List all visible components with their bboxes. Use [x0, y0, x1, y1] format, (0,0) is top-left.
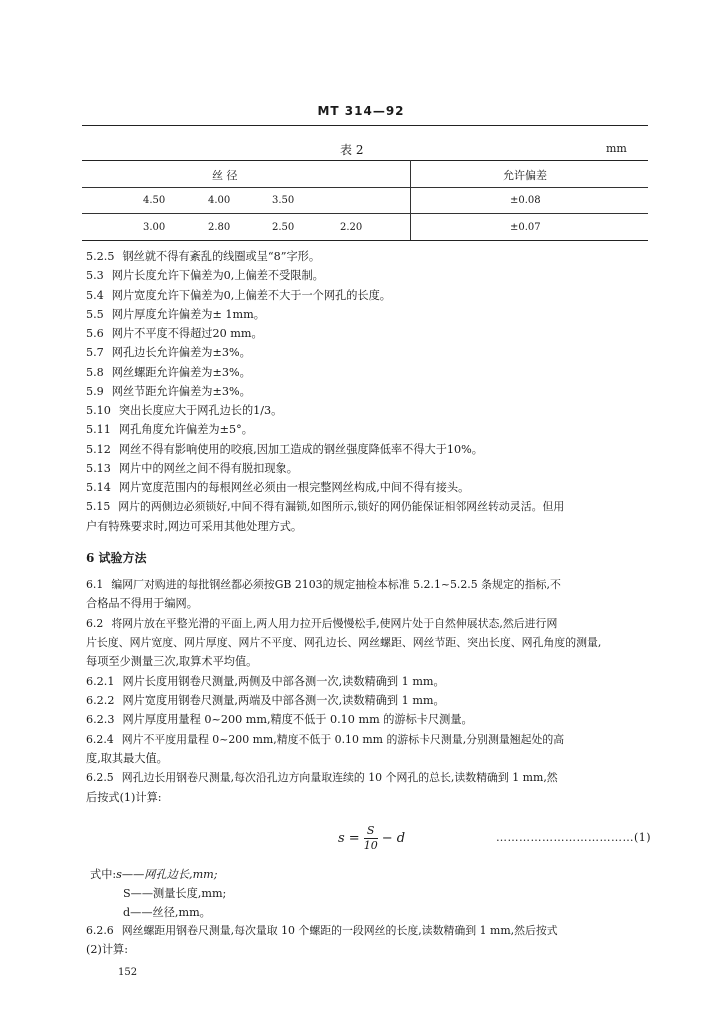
clause-number: 6.2 [86, 617, 104, 630]
clause-number: 6.2.4 [86, 733, 114, 746]
clause-number: 5.5 [86, 308, 104, 321]
clause-number: 6.2.5 [86, 771, 114, 784]
clause-line [86, 308, 265, 322]
clause-line [86, 423, 253, 437]
table-cell: ±0.08 [510, 195, 541, 206]
formula-fraction [364, 825, 378, 852]
standard-id-header: MT 314—92 [317, 104, 405, 118]
clause-text: 网片宽度用钢卷尺测量,两端及中部各测一次,读数精确到 1 mm。 [122, 694, 445, 707]
clause-line [86, 269, 324, 283]
clause-continuation: 度,取其最大值。 [86, 752, 168, 765]
table-caption: 表 2 [340, 143, 364, 157]
clause-number: 5.11 [86, 423, 111, 436]
clause-text: 网孔角度允许偏差为±5°。 [118, 423, 253, 436]
where-S-definition: S——测量长度,mm; [123, 887, 227, 900]
table-cell: 3.00 [143, 222, 166, 233]
clause-text: 网片长度允许下偏差为0,上偏差不受限制。 [111, 269, 324, 282]
clause-text: 网丝节距允许偏差为±3%。 [111, 385, 251, 398]
clause-text: 网孔边长允许偏差为±3%。 [111, 346, 251, 359]
table-cell: 3.50 [272, 195, 295, 206]
clause-number: 6.2.3 [86, 713, 115, 726]
clause-text: 钢丝就不得有紊乱的线圈或呈“8”字形。 [122, 250, 321, 263]
clause-line [86, 578, 561, 592]
where-d-definition: d——丝径,mm。 [123, 906, 211, 919]
formula-lhs: s = [338, 831, 360, 846]
clause-continuation: 户有特殊要求时,网边可采用其他处理方式。 [86, 520, 303, 533]
clause-text: 网片的两侧边必须锁好,中间不得有漏锁,如图所示,锁好的网仍能保证相邻网丝转动灵活。但用 [118, 500, 565, 513]
clause-line [86, 346, 251, 360]
clause-number: 5.4 [86, 289, 104, 302]
clause-line [86, 289, 391, 303]
clause-number: 5.9 [86, 385, 104, 398]
table-column-divider [410, 160, 411, 240]
clause-line [86, 366, 251, 380]
clause-line [86, 327, 263, 341]
where-line [90, 866, 218, 882]
where-prefix: 式中: [90, 868, 117, 881]
section-title: 6 试验方法 [86, 551, 147, 565]
table-cell: 2.80 [208, 222, 231, 233]
clause-number: 5.8 [86, 366, 104, 379]
where-s-definition: s——网孔边长,mm; [116, 868, 218, 881]
clause-number: 5.15 [86, 500, 111, 513]
clause-text: 网片厚度用量程 0~200 mm,精度不低于 0.10 mm 的游标卡尺测量。 [122, 713, 473, 726]
clause-text: 将网片放在平整光滑的平面上,两人用力拉开后慢慢松手,使网片处于自然伸展状态,然后进行网 [111, 617, 558, 630]
clause-number: 6.2.2 [86, 694, 115, 707]
page-number: 152 [118, 967, 138, 978]
clause-text: 网丝不得有影响使用的咬痕,因加工造成的钢丝强度降低率不得大于10%。 [118, 443, 483, 456]
clause-continuation: 片长度、网片宽度、网片厚度、网片不平度、网孔边长、网丝螺距、网丝节距、突出长度、网孔角度的测量, [86, 636, 602, 649]
clause-text: 网片不平度用量程 0~200 mm,精度不低于 0.10 mm 的游标卡尺测量,分别测量翘起处的高 [121, 733, 565, 746]
clause-text: 网片厚度允许偏差为± 1mm。 [111, 308, 265, 321]
clause-text: 网孔边长用钢卷尺测量,每次沿孔边方向量取连续的 10 个网孔的总长,读数精确到 1 mm,然 [121, 771, 558, 784]
formula-denominator: 10 [363, 839, 378, 852]
table-cell: 2.50 [272, 222, 295, 233]
formula-rhs: − d [381, 831, 406, 846]
table-row-rule [82, 213, 648, 214]
clause-number: 5.14 [86, 481, 111, 494]
clause-line [86, 694, 445, 708]
clause-number: 6.1 [86, 578, 104, 591]
header-rule [82, 125, 648, 126]
table-bottom-rule [82, 240, 648, 241]
table-header-tolerance: 允许偏差 [503, 169, 547, 182]
clause-line [86, 385, 251, 399]
clause-line [86, 771, 558, 785]
clause-continuation: 合格品不得用于编网。 [86, 597, 198, 610]
clause-line [86, 250, 320, 264]
clause-text: 网片宽度范围内的每根网丝必须由一根完整网丝构成,中间不得有接头。 [118, 481, 470, 494]
clause-text: 网片不平度不得超过20 mm。 [111, 327, 263, 340]
clause-line [86, 404, 282, 418]
clause-number: 5.13 [86, 462, 111, 475]
clause-continuation: 后按式(1)计算: [86, 791, 162, 804]
table-header-rule [82, 187, 648, 188]
clause-line [86, 462, 298, 476]
formula-number: ………………………………(1) [496, 831, 652, 844]
clause-number: 5.2.5 [86, 250, 115, 263]
clause-line [86, 924, 558, 938]
clause-text: 编网厂对购进的每批钢丝都必须按GB 2103的规定抽检本标准 5.2.1~5.2.5 条规定的指标,不 [111, 578, 561, 591]
clause-number: 5.7 [86, 346, 104, 359]
clause-number: 6.2.6 [86, 924, 114, 937]
clause-text: 网片长度用钢卷尺测量,两侧及中部各测一次,读数精确到 1 mm。 [122, 675, 445, 688]
table-cell: 4.00 [208, 195, 231, 206]
clause-continuation: 每项至少测量三次,取算术平均值。 [86, 655, 258, 668]
formula-numerator: S [366, 824, 375, 837]
clause-text: 突出长度应大于网孔边长的1/3。 [118, 404, 283, 417]
table-cell: 4.50 [143, 195, 166, 206]
clause-text: 网片宽度允许下偏差为0,上偏差不大于一个网孔的长度。 [111, 289, 391, 302]
clause-line [86, 733, 564, 747]
clause-line [86, 481, 469, 495]
clause-number: 6.2.1 [86, 675, 115, 688]
clause-line [86, 675, 445, 689]
table-header-diameter: 丝 径 [212, 169, 238, 182]
clause-line [86, 500, 564, 514]
clause-line [86, 713, 473, 727]
clause-number: 5.6 [86, 327, 104, 340]
clause-line [86, 443, 483, 457]
clause-text: 网丝螺距允许偏差为±3%。 [111, 366, 251, 379]
clause-text: 网片中的网丝之间不得有脱扣现象。 [118, 462, 298, 475]
clause-number: 5.10 [86, 404, 111, 417]
clause-text: 网丝螺距用钢卷尺测量,每次量取 10 个螺距的一段网丝的长度,读数精确到 1 mm,然后按式 [121, 924, 558, 937]
clause-number: 5.3 [86, 269, 104, 282]
table-cell: ±0.07 [510, 222, 541, 233]
formula-1 [338, 825, 405, 852]
clause-line [86, 617, 557, 631]
table-cell: 2.20 [340, 222, 363, 233]
clause-continuation: (2)计算: [86, 943, 128, 956]
table-unit: mm [606, 142, 627, 155]
table-top-rule [82, 160, 648, 161]
clause-number: 5.12 [86, 443, 111, 456]
